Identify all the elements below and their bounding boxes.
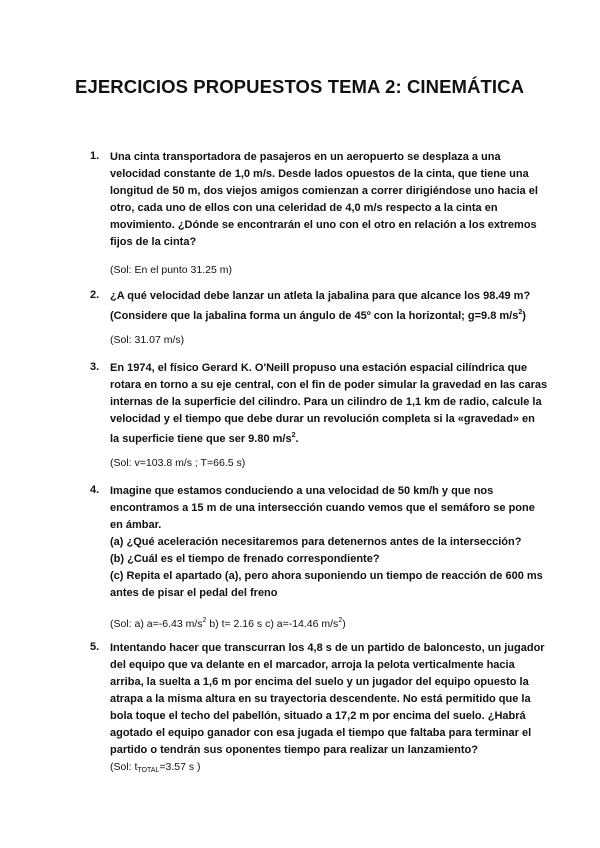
exercise-text-line: antes de pisar el pedal del freno (110, 587, 278, 599)
exercise-number: 2. (90, 289, 100, 301)
exercise-text-line: (a) ¿Qué aceleración necesitaremos para detenernos antes de la intersección? (110, 536, 522, 548)
exercise-text-line: partido o tendrán sus oponentes tiempo para realizar un lanzamiento? (110, 744, 478, 756)
solution-text: (Sol: 31.07 m/s) (110, 334, 185, 346)
exercise-text-line: movimiento. ¿Dónde se encontrarán el uno con el otro en relación a los extremos (110, 219, 537, 231)
exercise-number: 3. (90, 361, 100, 373)
exercise-number: 5. (90, 641, 100, 653)
exercise-text-line: ¿A qué velocidad debe lanzar un atleta la jabalina para que alcance los 98.49 m? (110, 290, 531, 302)
exercise-text-line: longitud de 50 m, dos viejos amigos comienzan a correr dirigiéndose uno hacia el (110, 185, 538, 197)
exercise-text-line: del equipo que va delante en el marcador, arroja la pelota verticalmente hacia (110, 659, 515, 671)
exercise-text-line: otro, cada uno de ellos con una celeridad de 4,0 m/s respecto a la cinta en (110, 202, 498, 214)
exercise-text-line: la superficie tiene que ser 9.80 $m/s^2$. (110, 432, 299, 445)
exercise-text-line: agotado el equipo ganador con esa jugada el tiempo que faltaba para terminar el (110, 727, 532, 739)
exercise-text-line: atrapa a la misma altura en su trayectoria descendente. No está permitido que la (110, 693, 531, 705)
exercise-number: 4. (90, 484, 100, 496)
exercise-text-line: Imagine que estamos conduciendo a una velocidad de 50 km/h y que nos (110, 485, 494, 497)
exercise-text-line: encontramos a 15 m de una intersección cuando vemos que el semáforo se pone (110, 502, 535, 514)
exercise-text-line: bola toque el techo del pabellón, situado a 17,2 m por encima del suelo. ¿Habrá (110, 710, 526, 722)
exercise-text-line: internas de la superficie del cilindro. Para un cilindro de 1,1 km de radio, calcule la (110, 396, 542, 408)
exercise-number: 1. (90, 150, 100, 162)
exercise-text-line: en ámbar. (110, 519, 162, 531)
exercise-text-line: rotara en torno a su eje central, con el fin de poder simular la gravedad en las caras (110, 379, 548, 391)
solution-text: (Sol: a) a=-6.43 $m/s^2$ b) t= 2.16 s c) a=-14.46 $m/s^2$) (110, 617, 346, 630)
exercise-text-line: (c) Repita el apartado (a), pero ahora suponiendo un tiempo de reacción de 600 ms (110, 570, 543, 582)
exercise-text-line: velocidad y el tiempo que debe durar un revolución completa si la «gravedad» en (110, 413, 535, 425)
solution-text: (Sol: $t_{TOTAL}=3.57$ s ) (110, 761, 201, 774)
exercise-text-line: arriba, la suelta a 1,6 m por encima del suelo y un jugador del equipo opuesto la (110, 676, 529, 688)
exercise-text-line: velocidad constante de 1,0 m/s. Desde lados opuestos de la cinta, que tiene una (110, 168, 529, 180)
exercise-text-line: (b) ¿Cuál es el tiempo de frenado correspondiente? (110, 553, 380, 565)
page-title: EJERCICIOS PROPUESTOS TEMA 2: CINEMÁTICA (75, 76, 525, 97)
exercise-text-line: Una cinta transportadora de pasajeros en un aeropuerto se desplaza a una (110, 151, 501, 163)
exercise-text-line: Intentando hacer que transcurran los 4,8 s de un partido de baloncesto, un jugador (110, 642, 545, 654)
exercise-text-line: fijos de la cinta? (110, 236, 197, 248)
solution-text: (Sol: En el punto 31.25 m) (110, 264, 232, 276)
solution-text: (Sol: v=103.8 m/s ; T=66.5 s) (110, 457, 246, 469)
exercise-text-line: (Considere que la jabalina forma un ángulo de 45º con la horizontal; g=9.8 $m/s^2$) (110, 309, 526, 322)
exercise-text-line: En 1974, el físico Gerard K. O'Neill propuso una estación espacial cilíndrica que (110, 362, 528, 374)
